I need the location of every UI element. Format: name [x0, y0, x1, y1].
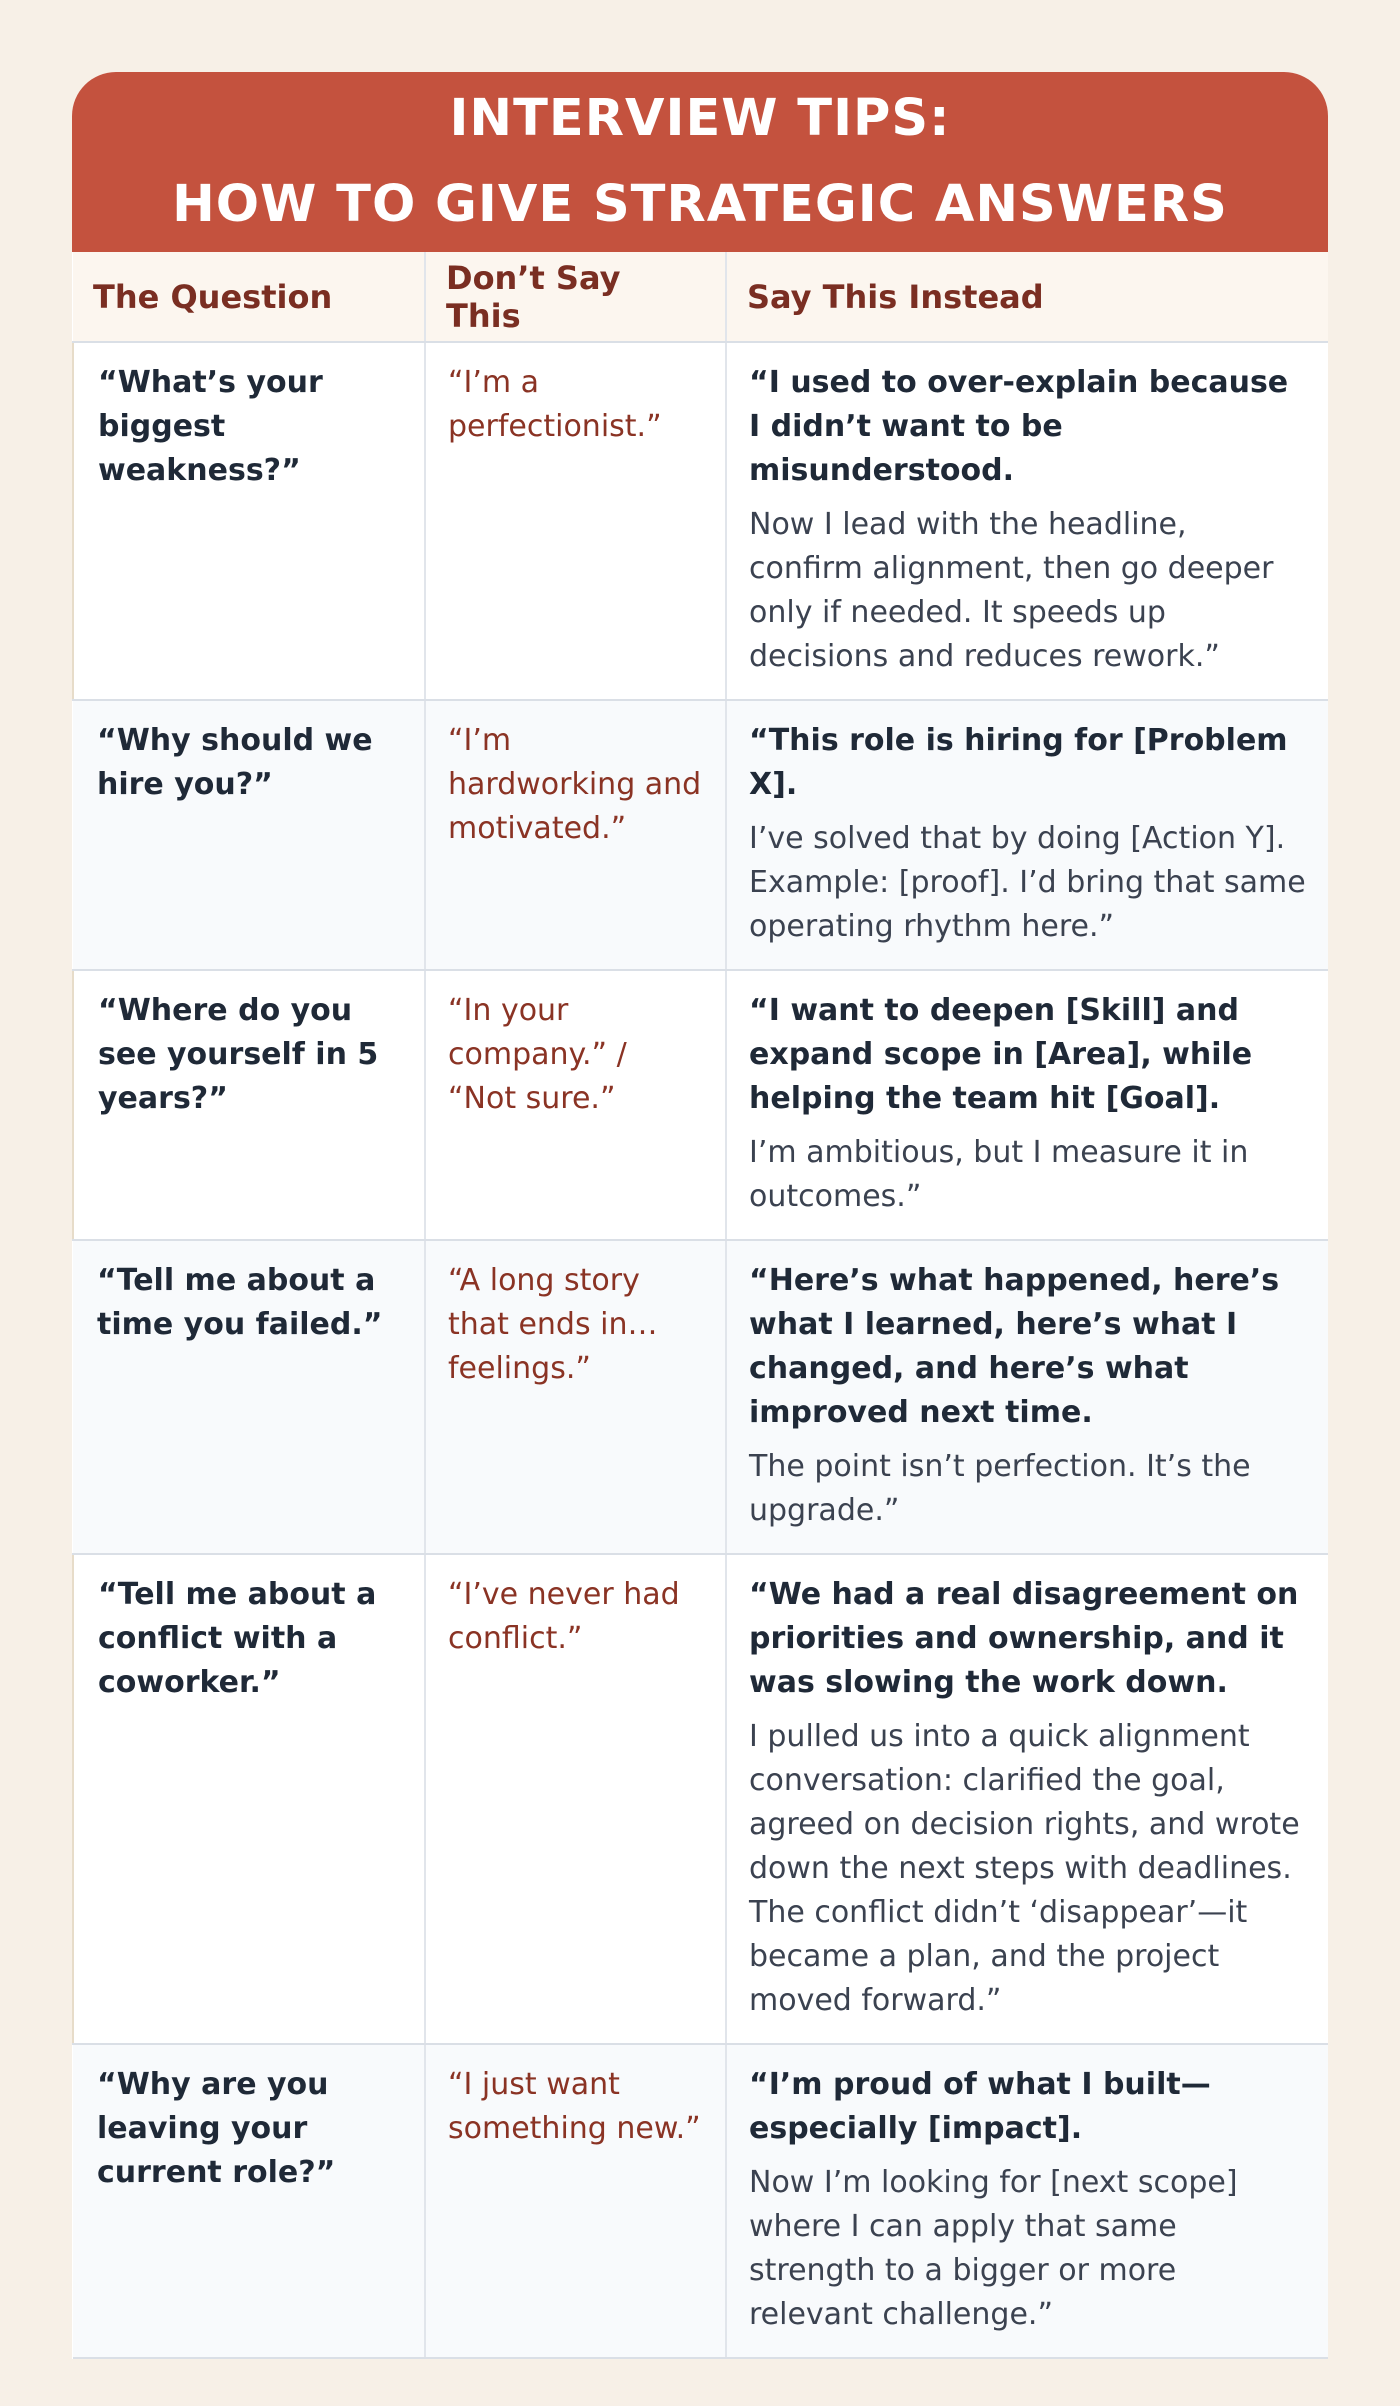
- instead-headline: “Here’s what happened, here’s what I learned, here’s what I changed, and here’s what improved next time.: [749, 1263, 1280, 1430]
- table-row: [73, 2044, 1328, 2358]
- dont-cell: “A long story that ends in… feelings.”: [425, 1240, 726, 1554]
- table-row: [73, 1554, 1328, 2044]
- instead-headline: “I want to deepen [Skill] and expand scope in [Area], while helping the team hit [Goal].: [749, 993, 1253, 1116]
- question-cell: “What’s your biggest weakness?”: [73, 342, 425, 700]
- instead-cell: [726, 1554, 1328, 2044]
- instead-detail: Now I’m looking for [next scope] where I can apply that same strength to a bigger or more relevant challenge.”: [749, 2165, 1238, 2332]
- instead-headline: “I used to over-explain because I didn’t want to be misunderstood.: [749, 365, 1289, 488]
- instead-detail: I’ve solved that by doing [Action Y]. Example: [proof]. I’d bring that same operating rhythm here.”: [749, 821, 1306, 944]
- instead-detail: Now I lead with the headline, confirm alignment, then go deeper only if needed. It speeds up decisions and reduces rework.”: [749, 507, 1274, 674]
- column-header-instead: Say This Instead: [726, 252, 1328, 342]
- column-header-question: The Question: [73, 252, 425, 342]
- instead-cell: [726, 2044, 1328, 2358]
- title-line-2: HOW TO GIVE STRATEGIC ANSWERS: [172, 175, 1228, 234]
- question-cell: “Why should we hire you?”: [73, 700, 425, 970]
- instead-detail: I’m ambitious, but I measure it in outcomes.”: [749, 1135, 1249, 1214]
- instead-cell: [726, 1240, 1328, 1554]
- page-title: [72, 72, 1328, 252]
- instead-detail: The point isn’t perfection. It’s the upgrade.”: [749, 1449, 1251, 1528]
- question-cell: “Tell me about a conflict with a coworker.”: [73, 1554, 425, 2044]
- table-row: [73, 342, 1328, 700]
- instead-cell: [726, 970, 1328, 1240]
- instead-detail: I pulled us into a quick alignment conversation: clarified the goal, agreed on decision rights, and wrote down the next steps with deadlines. The conflict didn’t ‘disappear’—it became a plan, and the project moved forward.”: [749, 1719, 1300, 2018]
- dont-cell: “I just want something new.”: [425, 2044, 726, 2358]
- question-cell: “Tell me about a time you failed.”: [73, 1240, 425, 1554]
- dont-cell: “I’ve never had conflict.”: [425, 1554, 726, 2044]
- instead-headline: “This role is hiring for [Problem X].: [749, 723, 1288, 802]
- question-cell: “Where do you see yourself in 5 years?”: [73, 970, 425, 1240]
- title-line-1: INTERVIEW TIPS:: [449, 89, 951, 148]
- dont-cell: “I’m hardworking and motivated.”: [425, 700, 726, 970]
- column-header-dont: Don’t Say This: [425, 252, 726, 342]
- tips-table: [72, 252, 1328, 2359]
- table-row: [73, 970, 1328, 1240]
- table-header-row: [73, 252, 1328, 342]
- question-cell: “Why are you leaving your current role?”: [73, 2044, 425, 2358]
- instead-headline: “We had a real disagreement on priorities and ownership, and it was slowing the work down.: [749, 1577, 1299, 1700]
- tips-card: [72, 72, 1328, 2359]
- instead-cell: [726, 700, 1328, 970]
- dont-cell: “I’m a perfectionist.”: [425, 342, 726, 700]
- dont-cell: “In your company.” / “Not sure.”: [425, 970, 726, 1240]
- instead-headline: “I’m proud of what I built—especially [impact].: [749, 2067, 1211, 2146]
- table-row: [73, 1240, 1328, 1554]
- instead-cell: [726, 342, 1328, 700]
- table-row: [73, 700, 1328, 970]
